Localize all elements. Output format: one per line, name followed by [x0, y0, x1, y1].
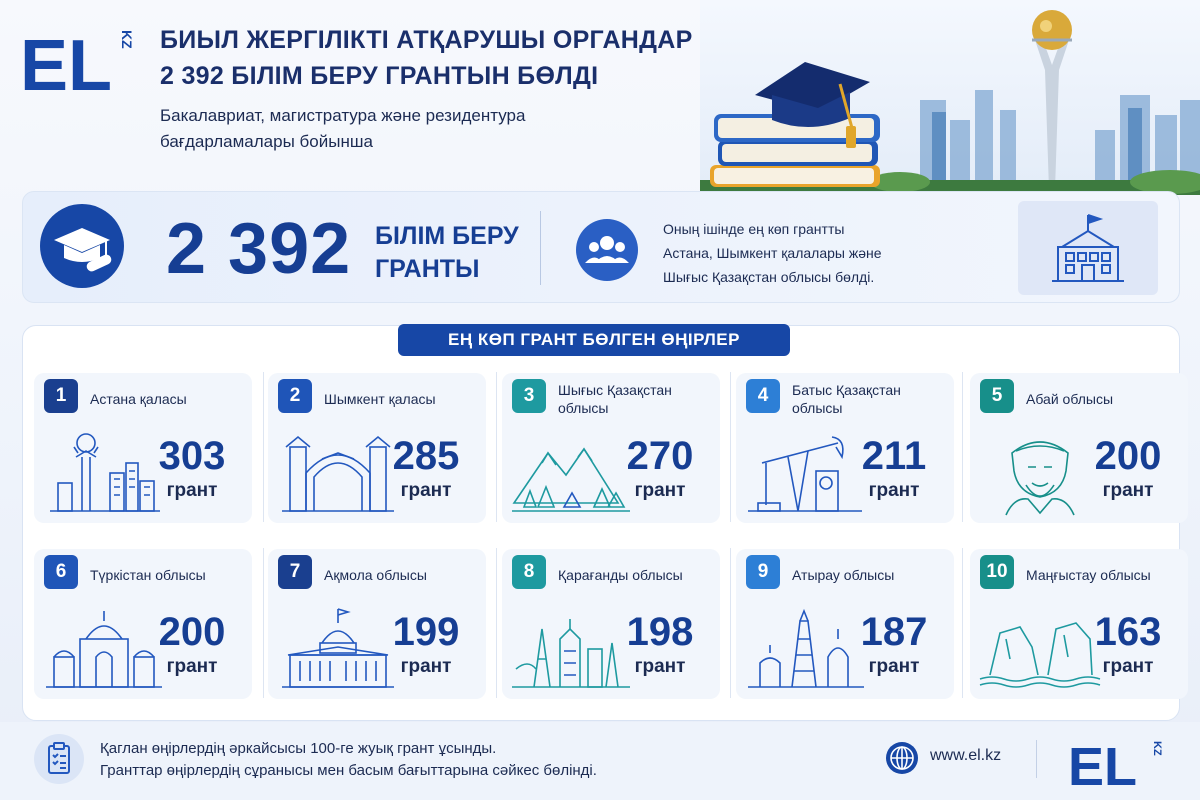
- region-rank-badge: 7: [278, 555, 312, 589]
- region-card: [970, 549, 1188, 699]
- clipboard-icon: [34, 734, 84, 784]
- card-divider: [962, 372, 963, 522]
- summary-text-line-2: Астана, Шымкент қалалары және: [663, 245, 882, 261]
- region-grant-count: 285: [392, 434, 460, 478]
- region-grant-count: 200: [158, 610, 226, 654]
- region-name: Шығыс Қазақстан облысы: [558, 382, 672, 416]
- summary-divider: [540, 211, 541, 285]
- graduation-cap-circle: [40, 204, 124, 288]
- page-title: [160, 22, 693, 94]
- page-subtitle: [160, 103, 525, 155]
- region-rank-badge: 8: [512, 555, 546, 589]
- subtitle-line-2: бағдарламалары бойынша: [160, 132, 373, 151]
- region-grant-count: 303: [158, 434, 226, 478]
- card-divider: [730, 548, 731, 698]
- website-link[interactable]: www.el.kz: [930, 747, 1002, 764]
- region-grant-count: 211: [861, 434, 927, 478]
- region-grant-count: 270: [626, 434, 694, 478]
- region-card: [736, 549, 954, 699]
- region-card: [736, 373, 954, 523]
- region-rank-badge: 5: [980, 379, 1014, 413]
- svg-text:EL: EL: [1068, 737, 1138, 789]
- region-rank-badge: 9: [746, 555, 780, 589]
- school-building-box: [1018, 201, 1158, 295]
- people-circle: [576, 219, 638, 281]
- region-rank-badge: 10: [980, 555, 1014, 589]
- card-divider: [730, 372, 731, 522]
- svg-text:KZ: KZ: [119, 30, 135, 49]
- region-name: Түркістан облысы: [90, 567, 206, 583]
- total-grants-label-line-2: ГРАНТЫ: [375, 255, 480, 283]
- hero-illustration: [700, 0, 1200, 195]
- total-grants-label-line-1: БІЛІМ БЕРУ: [375, 222, 519, 250]
- region-name: Ақмола облысы: [324, 567, 427, 583]
- clipboard-circle: [34, 734, 84, 784]
- region-name: Маңғыстау облысы: [1026, 567, 1151, 583]
- region-name: Батыс Қазақстан облысы: [792, 382, 901, 416]
- school-building-icon: [1018, 201, 1158, 295]
- region-name: Шымкент қаласы: [324, 391, 436, 407]
- regions-title-banner: ЕҢ КӨП ГРАНТ БӨЛГЕН ӨҢІРЛЕР: [398, 324, 790, 356]
- footer-note-line-2: Гранттар өңірлердің сұранысы мен басым бағыттарына сәйкес бөлінді.: [100, 762, 597, 779]
- region-grant-unit: грант: [868, 656, 920, 677]
- region-name: Атырау облысы: [792, 567, 895, 583]
- region-grant-unit: грант: [634, 656, 686, 677]
- region-grant-unit: грант: [634, 480, 686, 501]
- region-rank-badge: 2: [278, 379, 312, 413]
- region-card: [970, 373, 1188, 523]
- footer-divider: [1036, 740, 1037, 778]
- region-grant-count: 163: [1094, 610, 1162, 654]
- people-icon: [576, 219, 638, 281]
- region-name: Абай облысы: [1026, 391, 1114, 407]
- region-grant-unit: грант: [1102, 480, 1154, 501]
- region-rank-badge: 6: [44, 555, 78, 589]
- region-rank-badge: 1: [44, 379, 78, 413]
- card-divider: [496, 372, 497, 522]
- region-card: [34, 373, 252, 523]
- region-card: [268, 373, 486, 523]
- region-rank-badge: 4: [746, 379, 780, 413]
- region-grant-unit: грант: [400, 480, 452, 501]
- total-grants-number: 2 392: [166, 209, 352, 289]
- card-divider: [263, 372, 264, 522]
- summary-text: [663, 217, 983, 289]
- card-divider: [962, 548, 963, 698]
- summary-text-line-1: Оның ішінде ең көп грантты: [663, 221, 845, 237]
- subtitle-line-1: Бакалавриат, магистратура және резидентура: [160, 106, 526, 125]
- footer-note-line-1: Қаглан өңірлердің әркайсысы 100-ге жуық грант ұсынды.: [100, 740, 497, 757]
- region-grant-unit: грант: [400, 656, 452, 677]
- region-card: [502, 373, 720, 523]
- summary-text-line-3: Шығыс Қазақстан облысы бөлді.: [663, 269, 875, 285]
- footer-note: [100, 738, 597, 782]
- region-grant-unit: грант: [868, 480, 920, 501]
- region-grant-count: 198: [626, 610, 694, 654]
- region-grant-count: 187: [860, 610, 928, 654]
- region-name: Қарағанды облысы: [558, 567, 683, 583]
- region-grant-count: 199: [392, 610, 460, 654]
- total-grants-label: [375, 220, 535, 286]
- region-card: [502, 549, 720, 699]
- card-divider: [496, 548, 497, 698]
- el-kz-logo: [18, 22, 138, 102]
- card-divider: [263, 548, 264, 698]
- region-rank-badge: 3: [512, 379, 546, 413]
- globe-icon: [884, 740, 920, 776]
- graduation-cap-icon: [40, 204, 124, 288]
- region-card: [268, 549, 486, 699]
- region-name: Астана қаласы: [90, 391, 187, 407]
- svg-text:KZ: KZ: [1151, 741, 1163, 756]
- region-grant-unit: грант: [166, 656, 218, 677]
- el-kz-logo-footer: [1068, 735, 1168, 789]
- region-grant-count: 200: [1094, 434, 1162, 478]
- region-grant-unit: грант: [1102, 656, 1154, 677]
- title-line-2: 2 392 БІЛІМ БЕРУ ГРАНТЫН БӨЛДІ: [160, 62, 599, 90]
- svg-text:EL: EL: [20, 26, 113, 102]
- title-line-1: БИЫЛ ЖЕРГІЛІКТІ АТҚАРУШЫ ОРГАНДАР: [160, 26, 693, 54]
- region-card: [34, 549, 252, 699]
- region-grant-unit: грант: [166, 480, 218, 501]
